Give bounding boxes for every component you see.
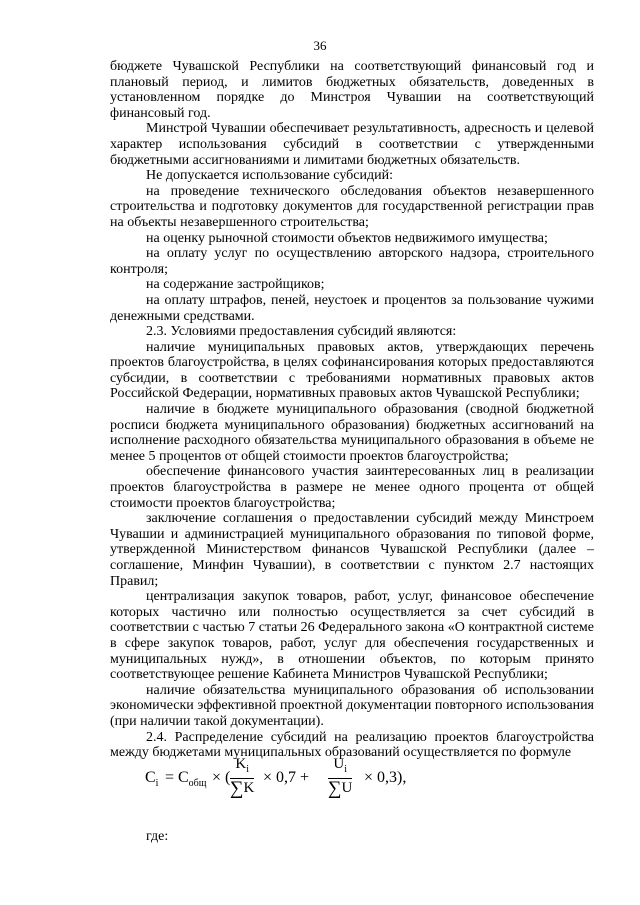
paragraph: на содержание застройщиков; — [146, 277, 325, 293]
paragraph: 2.4. Распределение субсидий на реализацию проектов благоустройства между бюджетами муниципальных образований осуществляется по формуле — [110, 729, 594, 761]
paragraph: на оплату услуг по осуществлению авторского надзора, строительного контроля; — [110, 246, 594, 277]
formula-total-subsidy: $C_{общ}$ — [178, 769, 207, 790]
paragraph: наличие муниципальных правовых актов, утверждающих перечень проектов благоустройства, в целях софинансирования которых предоставляются субсидии, в соответствии с требованиями нормативных правовых актов Российской Федерации, нормативных правовых актов Чувашской Республики; — [110, 339, 594, 402]
paragraph: на оценку рыночной стоимости объектов недвижимого имущества; — [146, 230, 548, 246]
fraction-k-numerator: $K_i$ — [230, 756, 254, 779]
fraction-u-denominator: ∑U — [328, 778, 353, 799]
formula-times-open: × ( — [212, 769, 231, 786]
paragraph: централизация закупок товаров, работ, услуг, финансовое обеспечение которых частично или полностью осуществляется за счет субсидий в соответствии с частью 7 статьи 26 Федерального закона «О контрактной системе в сфере закупок товаров, работ, услуг для обеспечения государственных и муниципальных нужд», в отношении объектов, по которым принято соответствующее решение Кабинета Министров Чувашской Республики; — [110, 589, 594, 683]
fraction-k-denominator: ∑K — [230, 778, 255, 799]
document-body — [110, 59, 594, 761]
paragraph: Минстрой Чувашии обеспечивает результативность, адресность и целевой характер использования субсидий в соответствии с утвержденными бюджетными ассигнованиями и лимитами бюджетных обязательств. — [110, 121, 594, 168]
formula-equals: = — [165, 769, 175, 786]
paragraph: 2.3. Условиями предоставления субсидий являются: — [146, 324, 457, 340]
formula-lhs: $C_i$ — [145, 769, 159, 790]
paragraph: бюджете Чувашской Республики на соответствующий финансовый год и плановый период, и лимитов бюджетных обязательств, доведенных в установленном порядке до Минстроя Чувашии на соответствующий финансовый год. — [110, 59, 594, 121]
fraction-u-numerator: $U_i$ — [328, 756, 352, 779]
paragraph: обеспечение финансового участия заинтересованных лиц в реализации проектов благоустройства в размере не менее одного процента от общей стоимости проектов благоустройства; — [110, 464, 594, 511]
formula-fraction-k — [230, 756, 254, 798]
paragraph: наличие в бюджете муниципального образования (сводной бюджетной росписи бюджета муниципального образования) бюджетных ассигнований на исполнение расходного обязательства муниципального образования в объеме не менее 5 процентов от общей стоимости проектов благоустройства; — [110, 402, 594, 464]
paragraph: на оплату штрафов, пеней, неустоек и процентов за пользование чужими денежными средствами. — [110, 292, 594, 324]
paragraph: Не допускается использование субсидий: — [146, 168, 393, 184]
page-number: 36 — [313, 38, 327, 53]
formula-fraction-u — [328, 756, 352, 798]
where-label: где: — [146, 829, 169, 844]
paragraph: наличие обязательства муниципального образования об использовании экономически эффективной проектной документации повторного использования (при наличии такой документации). — [110, 682, 594, 729]
paragraph: на проведение технического обследования объектов незавершенного строительства и подготовку документов для государственной регистрации прав на объекты незавершенного строительства; — [110, 183, 594, 230]
formula-weight-u: × 0,3), — [364, 769, 407, 786]
formula-weight-k: × 0,7 + — [263, 769, 310, 786]
paragraph: заключение соглашения о предоставлении субсидий между Минстроем Чувашии и администрацией муниципального образования по типовой форме, утвержденной Министерством финансов Чувашской Республики (далее – соглашение, Минфин Чувашии), в соответствии с пунктом 2.7 настоящих Правил; — [110, 511, 594, 589]
